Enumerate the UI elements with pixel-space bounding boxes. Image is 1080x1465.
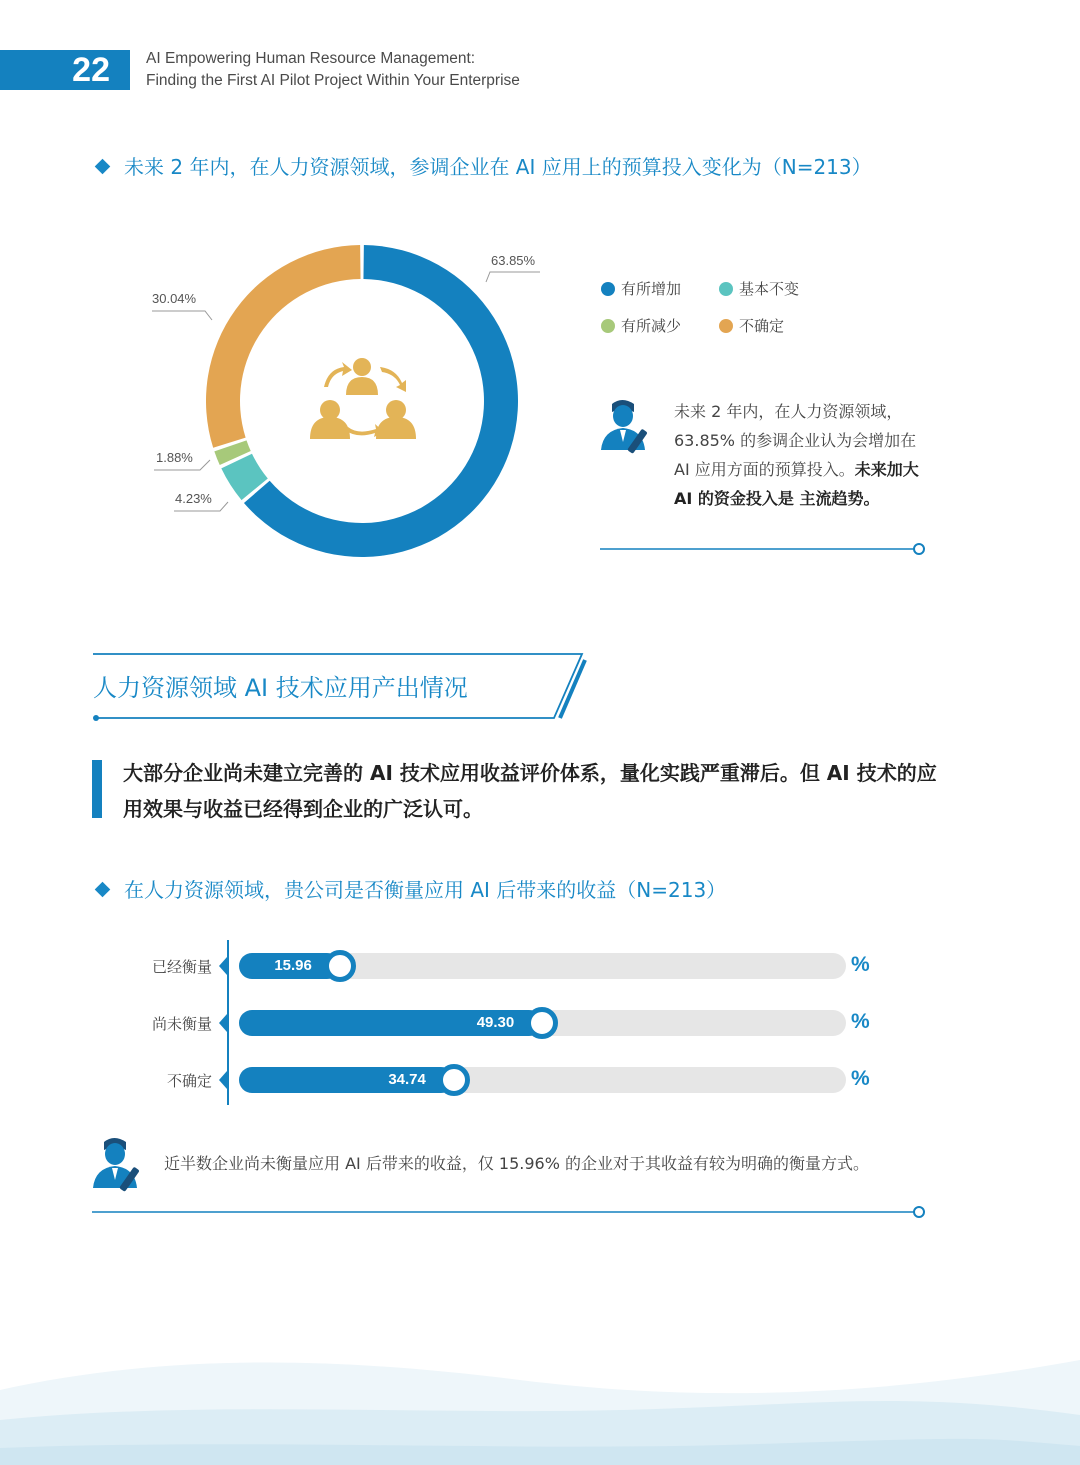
bar-category-label: 尚未衡量: [151, 1015, 212, 1033]
page-number: 22: [0, 50, 130, 90]
bar-category-label: 已经衡量: [151, 958, 212, 976]
category-pointer-icon: [219, 957, 227, 975]
category-pointer-icon: [219, 1014, 227, 1032]
callout-divider: [598, 540, 928, 558]
label-uncertain: 30.04%: [152, 291, 197, 306]
person-writing-icon: [600, 398, 656, 456]
legend-increase: 有所增加: [601, 278, 681, 299]
legend-uncertain: 不确定: [719, 315, 784, 336]
measure-note: 近半数企业尚未衡量应用 AI 后带来的收益，仅 15.96% 的企业对于其收益有较为明确的衡量方式。: [164, 1154, 870, 1173]
bar-unit-label: %: [851, 953, 870, 976]
label-decrease: 1.88%: [156, 450, 193, 465]
bar-unit-label: %: [851, 1010, 870, 1033]
legend-dot-icon: [601, 319, 615, 333]
intro-accent-bar: [92, 760, 102, 818]
bar-end-knob: [438, 1064, 470, 1096]
diamond-icon: [95, 882, 111, 898]
label-increase: 63.85%: [491, 253, 536, 268]
section-intro: 大部分企业尚未建立完善的 AI 技术应用收益评价体系，量化实践严重滞后。但 AI 技术的应用效果与收益已经得到企业的广泛认可。: [123, 761, 937, 821]
bar-end-knob: [526, 1007, 558, 1039]
budget-callout: 未来 2 年内，在人力资源领域，63.85% 的参调企业认为会增加在 AI 应用方面的预算投入。未来加大 AI 的资金投入是 主流趋势。: [674, 402, 919, 508]
bar-end-knob: [324, 950, 356, 982]
bar-value-label: 49.30: [476, 1014, 515, 1031]
bar-unit-label: %: [851, 1067, 870, 1090]
legend-dot-icon: [719, 282, 733, 296]
label-unchanged: 4.23%: [175, 491, 212, 506]
bar-chart-axis: [227, 940, 229, 1105]
footer-wave-decoration: [0, 1320, 1080, 1465]
category-pointer-icon: [219, 1071, 227, 1089]
measure-chart-title: 在人力资源领域，贵公司是否衡量应用 AI 后带来的收益（N=213）: [124, 878, 727, 902]
header-title-line2: Finding the First AI Pilot Project Within Your Enterprise: [146, 72, 520, 89]
legend-decrease: 有所减少: [601, 315, 681, 336]
bar-category-label: 不确定: [166, 1072, 212, 1090]
legend-dot-icon: [719, 319, 733, 333]
bar-value-label: 15.96: [274, 957, 312, 974]
bar-value-label: 34.74: [388, 1071, 426, 1088]
donut-leader-lines: [0, 0, 1080, 620]
legend-dot-icon: [601, 282, 615, 296]
person-writing-icon: [92, 1136, 148, 1194]
measure-chart-heading: [97, 874, 726, 903]
section-title: 人力资源领域 AI 技术应用产出情况: [93, 674, 468, 702]
legend-unchanged: 基本不变: [719, 278, 799, 299]
budget-chart-title: 未来 2 年内，在人力资源领域，参调企业在 AI 应用上的预算投入变化为（N=213）: [124, 155, 872, 179]
header-title-line1: AI Empowering Human Resource Management:: [146, 50, 476, 67]
note-divider: [90, 1203, 930, 1221]
